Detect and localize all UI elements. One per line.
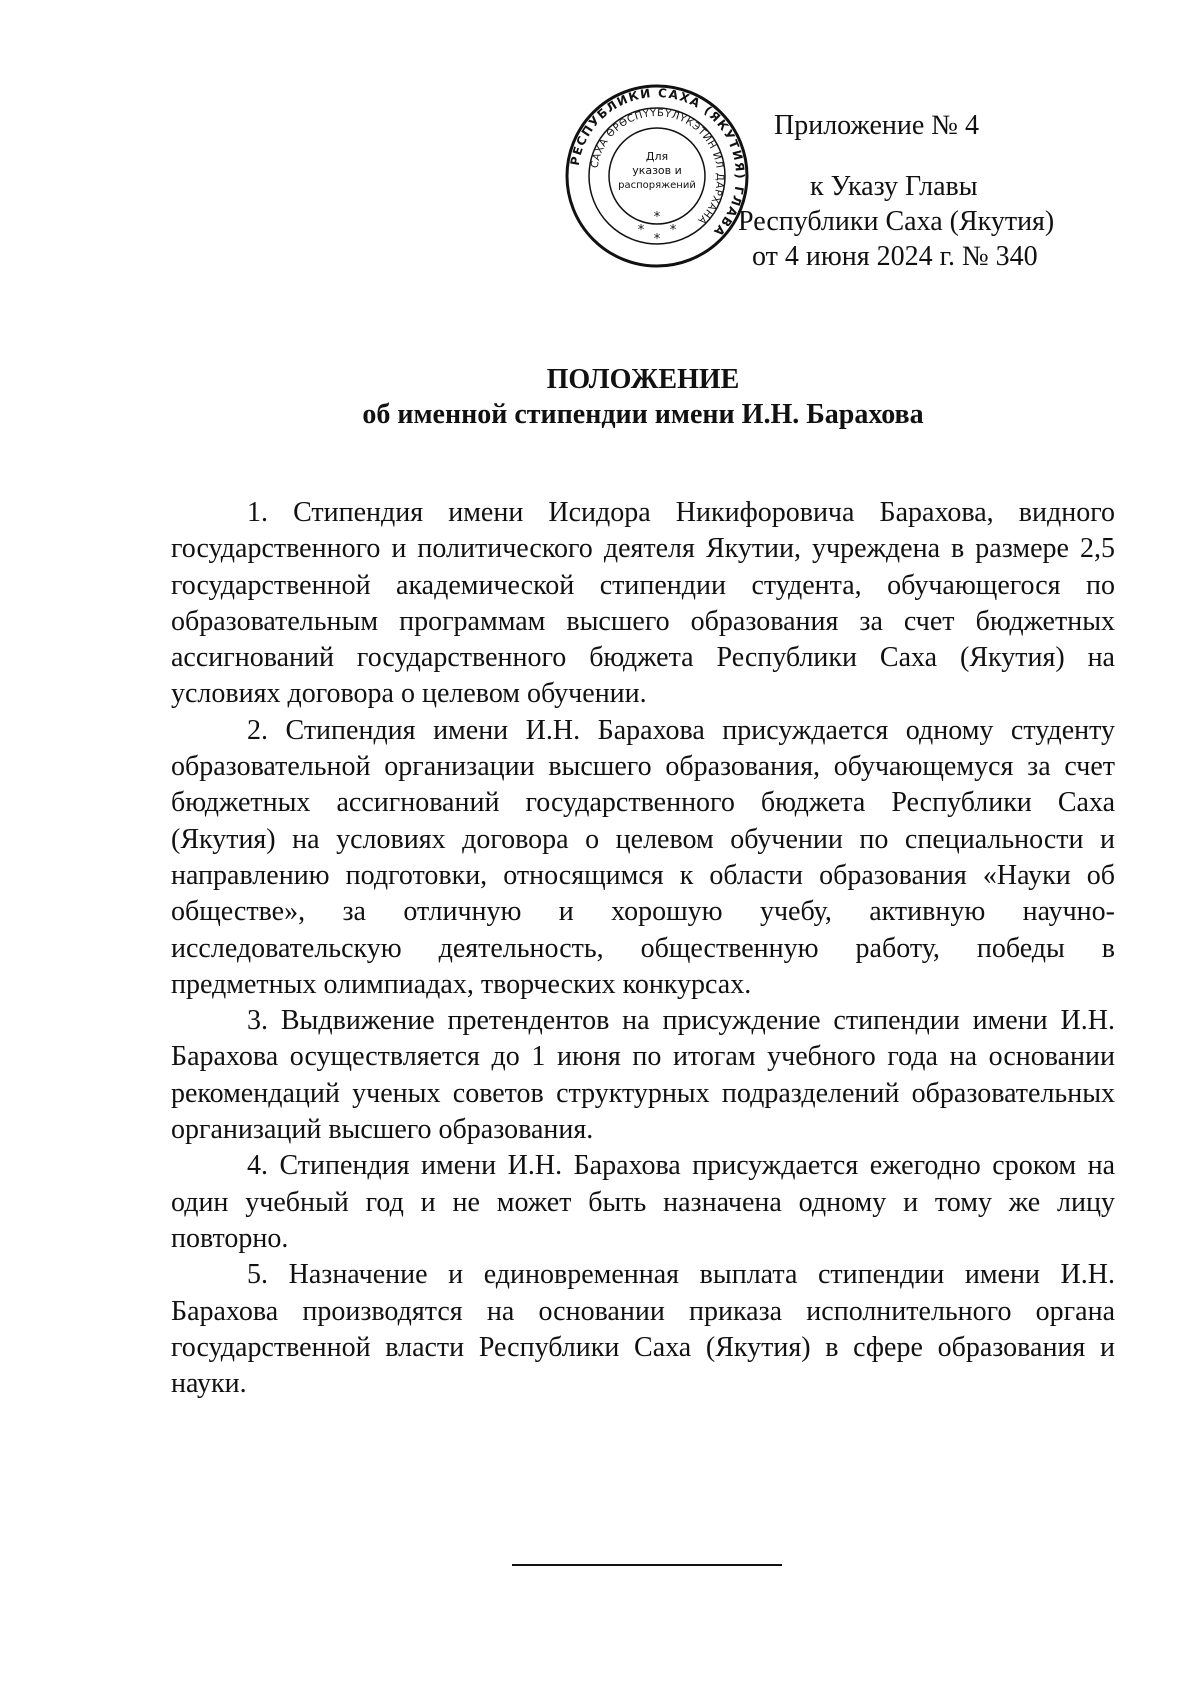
decree-date-number: от 4 июня 2024 г. № 340 [752,241,1038,272]
svg-text:указов и: указов и [632,164,682,177]
title-subtitle: об именной стипендии имени И.Н. Барахова [362,399,924,430]
svg-text:распоряжений: распоряжений [618,180,696,191]
paragraph-1: 1. Стипендия имени Исидора Никифоровича Барахова, видного государственного и политического деятеля Якутии, учреждена в размере 2,5 государственной академической стипендии студента, обучающегося по образовательным программам высшего образования за счет бюджетных ассигнований государственного бюджета Республики Саха (Якутия) на условиях договора о целевом обучении. [171,497,1115,710]
appendix-number: Приложение № 4 [774,110,979,141]
paragraph-4: 4. Стипендия имени И.Н. Барахова присуждается ежегодно сроком на один учебный год и не может быть назначена одному и тому же лицу повторно. [171,1150,1115,1254]
republic-name: Республики Саха (Якутия) [738,206,1055,237]
svg-text:*: * [637,223,645,238]
svg-text:*: * [653,210,661,225]
paragraph-5: 5. Назначение и единовременная выплата стипендии имени И.Н. Барахова производятся на основании приказа исполнительного органа государственной власти Республики Саха (Якутия) в сфере образования и науки. [171,1259,1115,1400]
closing-rule-divider [512,1564,782,1566]
document-body [171,495,1115,1402]
svg-text:Для: Для [645,150,669,163]
svg-text:САХА ӨРӨСПҮҮБҮЛҮКЭТИН ИЛ ДАРХА: САХА ӨРӨСПҮҮБҮЛҮКЭТИН ИЛ ДАРХАНА [589,107,726,227]
svg-text:РЕСПУБЛИКИ САХА (ЯКУТИЯ) ГЛАВА: РЕСПУБЛИКИ САХА (ЯКУТИЯ) ГЛАВА [567,85,748,240]
title-main: ПОЛОЖЕНИЕ [546,364,740,395]
paragraph-3: 3. Выдвижение претендентов на присуждение стипендии имени И.Н. Барахова осуществляется до 1 июня по итогам учебного года на основании рекомендаций ученых советов структурных подразделений образовательных организаций высшего образования. [171,1005,1115,1146]
svg-text:*: * [669,223,677,238]
paragraph-2: 2. Стипендия имени И.Н. Барахова присуждается одному студенту образовательной организации высшего образования, обучающемуся за счет бюджетных ассигнований государственного бюджета Республики Саха (Якутия) на условиях договора о целевом обучении по специальности и направлению подготовки, относящимся к области образования «Науки об обществе», за отличную и хорошую учебу, активную научно-исследовательскую деятельность, общественную работу, победы в предметных олимпиадах, творческих конкурсах. [171,714,1115,1000]
appendix-header [700,108,1060,274]
document-title [150,362,1136,432]
decree-reference: к Указу Главы [810,171,978,202]
svg-text:*: * [653,232,661,247]
